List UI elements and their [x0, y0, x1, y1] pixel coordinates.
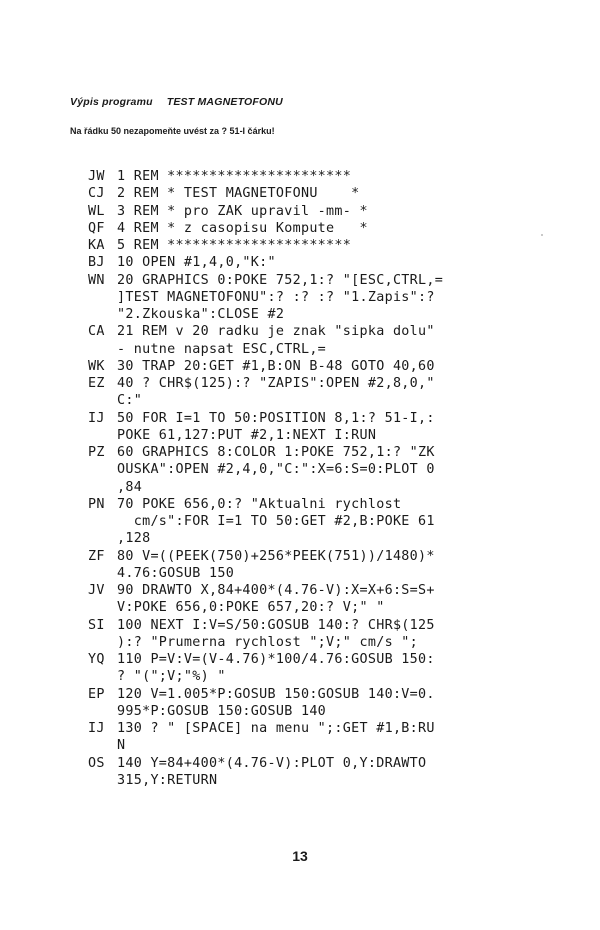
- code-row: 1 REM **********************: [117, 169, 352, 184]
- code-text: [117, 375, 435, 410]
- code-row: ):? "Prumerna rychlost ";V;" cm/s ";: [117, 634, 419, 650]
- caption-title: TEST MAGNETOFONU: [166, 96, 283, 108]
- code-line: [88, 272, 588, 324]
- line-checksum: JV: [88, 583, 105, 598]
- code-text: [117, 444, 435, 496]
- code-line: [88, 410, 588, 445]
- code-text: [117, 496, 435, 548]
- code-row: ? "(";V;"%) ": [117, 669, 226, 685]
- code-row: 5 REM **********************: [117, 238, 352, 253]
- code-row: OUSKA":OPEN #2,4,0,"C:":X=6:S=0:PLOT 0: [117, 462, 435, 478]
- code-text: [117, 323, 435, 358]
- line-checksum: KA: [88, 238, 105, 253]
- caption-label: Výpis programu: [70, 96, 153, 108]
- code-row: "2.Zkouska":CLOSE #2: [117, 307, 285, 322]
- code-row: 20 GRAPHICS 0:POKE 752,1:? "[ESC,CTRL,=: [117, 272, 444, 288]
- code-line: [88, 686, 588, 721]
- code-row: C:": [117, 393, 143, 409]
- code-row: 4 REM * z casopisu Kompute *: [117, 220, 368, 236]
- print-speck: [541, 234, 543, 236]
- code-row: ,128: [117, 531, 151, 547]
- code-row: 315,Y:RETURN: [117, 772, 218, 788]
- code-row: 100 NEXT I:V=S/50:GOSUB 140:? CHR$(125: [117, 617, 435, 633]
- code-line: [88, 755, 588, 790]
- code-line: [88, 651, 588, 686]
- line-checksum: SI: [88, 617, 105, 633]
- code-text: [117, 168, 351, 185]
- code-text: [117, 185, 360, 202]
- code-text: [117, 651, 435, 686]
- line-checksum: WK: [88, 358, 105, 374]
- code-text: [117, 548, 435, 583]
- code-row: - nutne napsat ESC,CTRL,=: [117, 341, 327, 357]
- line-checksum: WL: [88, 203, 105, 219]
- code-row: 40 ? CHR$(125):? "ZAPIS":OPEN #2,8,0,": [117, 376, 435, 391]
- code-text: [117, 237, 351, 254]
- code-line: [88, 254, 588, 271]
- line-checksum: IJ: [88, 410, 105, 426]
- code-text: [117, 272, 443, 324]
- code-row: 21 REM v 20 radku je znak "sipka dolu": [117, 324, 435, 340]
- line-checksum: EZ: [88, 376, 105, 391]
- code-line: [88, 444, 588, 496]
- line-checksum: EP: [88, 686, 105, 702]
- line-checksum: IJ: [88, 721, 105, 736]
- line-checksum: WN: [88, 272, 105, 288]
- code-row: 3 REM * pro ZAK upravil -mm- *: [117, 203, 368, 219]
- line-checksum: OS: [88, 755, 105, 771]
- line-checksum: ZF: [88, 548, 105, 564]
- code-row: 110 P=V:V=(V-4.76)*100/4.76:GOSUB 150:: [117, 652, 435, 667]
- code-line: [88, 496, 588, 548]
- code-row: 10 OPEN #1,4,0,"K:": [117, 255, 276, 271]
- line-checksum: BJ: [88, 255, 105, 271]
- code-line: [88, 548, 588, 583]
- code-text: [117, 358, 435, 375]
- code-text: [117, 755, 426, 790]
- line-checksum: QF: [88, 220, 105, 236]
- code-row: 90 DRAWTO X,84+400*(4.76-V):X=X+6:S=S+: [117, 583, 435, 598]
- code-row: 130 ? " [SPACE] na menu ";:GET #1,B:RU: [117, 721, 435, 736]
- basic-program-listing: [88, 168, 588, 789]
- code-line: [88, 168, 588, 185]
- code-text: [117, 720, 435, 755]
- code-row: ,84: [117, 479, 143, 495]
- code-line: [88, 720, 588, 755]
- code-row: ]TEST MAGNETOFONU":? :? :? "1.Zapis":?: [117, 289, 435, 305]
- code-line: [88, 358, 588, 375]
- line-checksum: PN: [88, 496, 105, 512]
- code-row: 70 POKE 656,0:? "Aktualni rychlost: [117, 496, 402, 512]
- line-checksum: YQ: [88, 652, 105, 667]
- code-line: [88, 203, 588, 220]
- code-row: 50 FOR I=1 TO 50:POSITION 8,1:? 51-I,:: [117, 410, 435, 426]
- editor-note: Na řádku 50 nezapomeňte uvést za ? 51-I čárku!: [70, 126, 275, 136]
- code-row: 140 Y=84+400*(4.76-V):PLOT 0,Y:DRAWTO: [117, 755, 427, 771]
- code-text: [117, 582, 435, 617]
- line-checksum: PZ: [88, 445, 105, 460]
- code-line: [88, 185, 588, 202]
- code-line: [88, 582, 588, 617]
- code-text: [117, 617, 435, 652]
- code-row: V:POKE 656,0:POKE 657,20:? V;" ": [117, 600, 385, 616]
- code-row: 4.76:GOSUB 150: [117, 565, 235, 581]
- code-row: 60 GRAPHICS 8:COLOR 1:POKE 752,1:? "ZK: [117, 445, 435, 460]
- code-row: 995*P:GOSUB 150:GOSUB 140: [117, 703, 327, 719]
- code-text: [117, 203, 368, 220]
- page-number: 13: [292, 848, 308, 864]
- code-row: POKE 61,127:PUT #2,1:NEXT I:RUN: [117, 427, 377, 443]
- listing-caption: [70, 96, 283, 108]
- code-text: [117, 220, 368, 237]
- code-line: [88, 323, 588, 358]
- code-row: N: [117, 738, 126, 754]
- line-checksum: JW: [88, 169, 105, 184]
- code-line: [88, 617, 588, 652]
- code-text: [117, 686, 435, 721]
- code-row: 120 V=1.005*P:GOSUB 150:GOSUB 140:V=0.: [117, 686, 435, 702]
- code-text: [117, 254, 276, 271]
- code-row: 2 REM * TEST MAGNETOFONU *: [117, 186, 360, 202]
- line-checksum: CJ: [88, 186, 105, 202]
- code-line: [88, 220, 588, 237]
- code-row: 30 TRAP 20:GET #1,B:ON B-48 GOTO 40,60: [117, 358, 435, 374]
- code-row: 80 V=((PEEK(750)+256*PEEK(751))/1480)*: [117, 548, 435, 564]
- line-checksum: CA: [88, 324, 105, 340]
- code-line: [88, 237, 588, 254]
- code-row: cm/s":FOR I=1 TO 50:GET #2,B:POKE 61: [117, 514, 435, 529]
- code-line: [88, 375, 588, 410]
- code-text: [117, 410, 435, 445]
